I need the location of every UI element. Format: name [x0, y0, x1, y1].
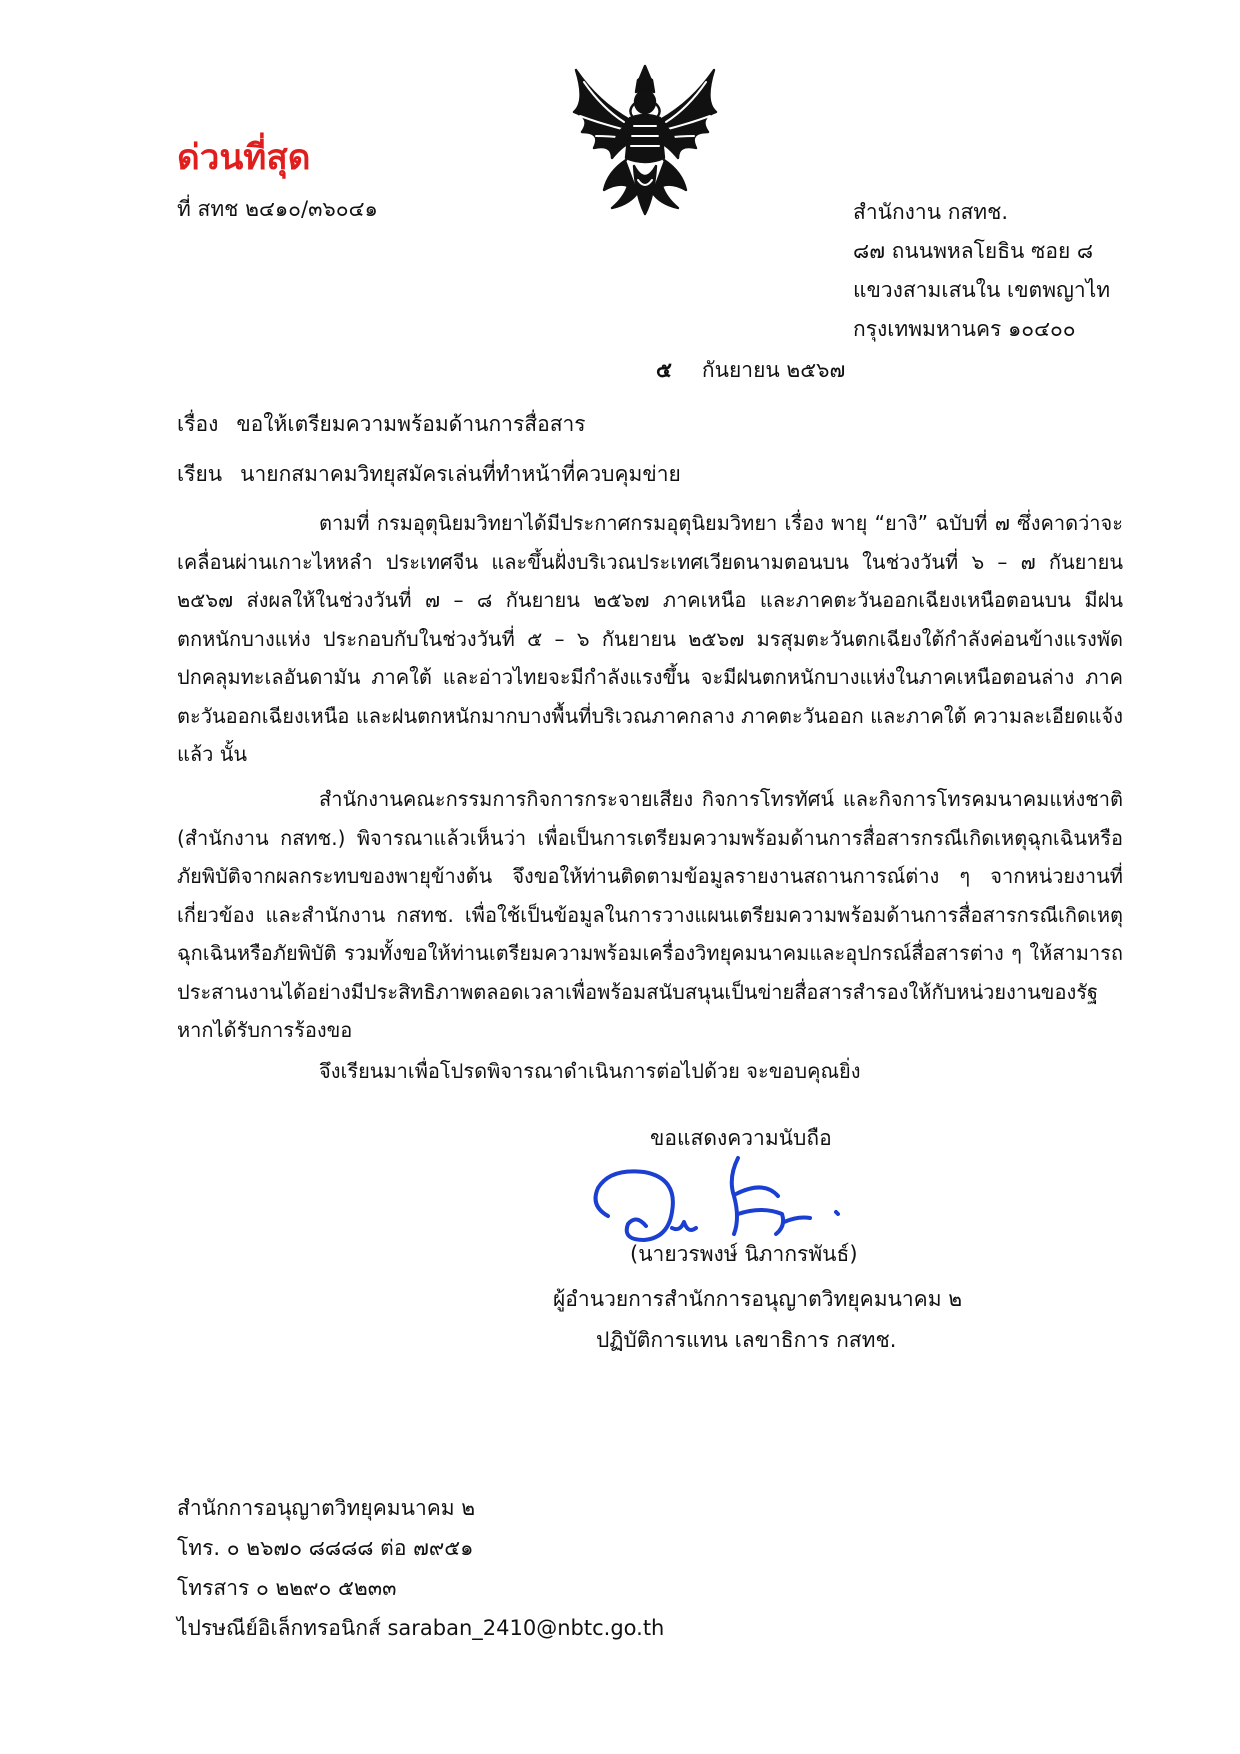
footer-email: ไปรษณีย์อิเล็กทรอนิกส์ saraban_2410@nbtc.go.th — [177, 1616, 665, 1640]
address-line: แขวงสามเสนใน เขตพญาไท — [853, 278, 1111, 302]
subject-text: ขอให้เตรียมความพร้อมด้านการสื่อสาร — [236, 412, 586, 436]
document-date — [656, 354, 845, 387]
salutation-line — [177, 458, 681, 491]
subject-line — [177, 408, 586, 441]
footer-phone: โทร. ๐ ๒๖๗๐ ๘๘๘๘ ต่อ ๗๙๕๑ — [177, 1536, 474, 1560]
subject-label: เรื่อง — [177, 412, 219, 436]
salutation-label: เรียน — [177, 462, 223, 486]
signatory-name: (นายวรพงษ์ นิภากรพันธ์) — [630, 1242, 858, 1266]
body-paragraph-2: สำนักงานคณะกรรมการกิจการกระจายเสียง กิจการโทรทัศน์ และกิจการโทรคมนาคมแห่งชาติ (สำนักงาน กสทช.) พิจารณาแล้วเห็นว่า เพื่อเป็นการเตรียมความพร้อมด้านการสื่อสารกรณีเกิดเหตุฉุกเฉินหรือภัยพิบัติจากผลกระทบของพายุข้างต้น จึงขอให้ท่านติดตามข้อมูลรายงานสถานการณ์ต่าง ๆ จากหน่วยงานที่เกี่ยวข้อง และสำนักงาน กสทช. เพื่อใช้เป็นข้อมูลในการวางแผนเตรียมความพร้อมด้านการสื่อสารกรณีเกิดเหตุฉุกเฉินหรือภัยพิบัติ รวมทั้งขอให้ท่านเตรียมความพร้อมเครื่องวิทยุคมนาคมและอุปกรณ์สื่อสารต่าง ๆ ให้สามารถประสานงานได้อย่างมีประสิทธิภาพตลอดเวลาเพื่อพร้อมสนับสนุนเป็นข่ายสื่อสารสำรองให้กับหน่วยงานของรัฐหากได้รับการร้องขอ — [177, 787, 1123, 1042]
signatory-position: ผู้อำนวยการสำนักการอนุญาตวิทยุคมนาคม ๒ — [553, 1287, 963, 1311]
footer-office: สำนักการอนุญาตวิทยุคมนาคม ๒ — [177, 1496, 476, 1520]
sender-address — [853, 193, 1110, 349]
address-line: สำนักงาน กสทช. — [853, 200, 1009, 224]
salutation-text: นายกสมาคมวิทยุสมัครเล่นที่ทำหน้าที่ควบคุมข่าย — [240, 462, 681, 486]
footer-fax: โทรสาร ๐ ๒๒๙๐ ๕๒๓๓ — [177, 1576, 397, 1600]
body-paragraph-1: ตามที่ กรมอุตุนิยมวิทยาได้มีประกาศกรมอุตุนิยมวิทยา เรื่อง พายุ “ยางิ” ฉบับที่ ๗ ซึ่งคาดว่าจะเคลื่อนผ่านเกาะไหหลำ ประเทศจีน และขึ้นฝั่งบริเวณประเทศเวียดนามตอนบน ในช่วงวันที่ ๖ – ๗ กันยายน ๒๕๖๗ ส่งผลให้ในช่วงวันที่ ๗ – ๘ กันยายน ๒๕๖๗ ภาคเหนือ และภาคตะวันออกเฉียงเหนือตอนบน มีฝนตกหนักบางแห่ง ประกอบกับในช่วงวันที่ ๕ – ๖ กันยายน ๒๕๖๗ มรสุมตะวันตกเฉียงใต้กำลังค่อนข้างแรงพัดปกคลุมทะเลอันดามัน ภาคใต้ และอ่าวไทยจะมีกำลังแรงขึ้น จะมีฝนตกหนักบางแห่งในภาคเหนือตอนล่าง ภาคตะวันออกเฉียงเหนือ และฝนตกหนักมากบางพื้นที่บริเวณภาคกลาง ภาคตะวันออก และภาคใต้ ความละเอียดแจ้งแล้ว นั้น — [177, 511, 1124, 766]
contact-footer — [177, 1488, 664, 1648]
date-month-year: กันยายน ๒๕๖๗ — [701, 358, 846, 382]
closing-phrase: ขอแสดงความนับถือ — [650, 1126, 832, 1150]
address-line: ๘๗ ถนนพหลโยธิน ซอย ๘ — [853, 239, 1094, 263]
date-day: ๕ — [656, 358, 672, 382]
address-line: กรุงเทพมหานคร ๑๐๔๐๐ — [853, 317, 1076, 341]
urgency-label: ด่วนที่สุด — [177, 138, 311, 178]
garuda-emblem-icon — [568, 62, 723, 218]
document-number: ที่ สทช ๒๔๑๐/๓๖๐๔๑ — [177, 197, 378, 221]
body-paragraph-3: จึงเรียนมาเพื่อโปรดพิจารณาดำเนินการต่อไปด้วย จะขอบคุณยิ่ง — [319, 1059, 861, 1083]
signatory-acting-position: ปฏิบัติการแทน เลขาธิการ กสทช. — [596, 1328, 897, 1352]
